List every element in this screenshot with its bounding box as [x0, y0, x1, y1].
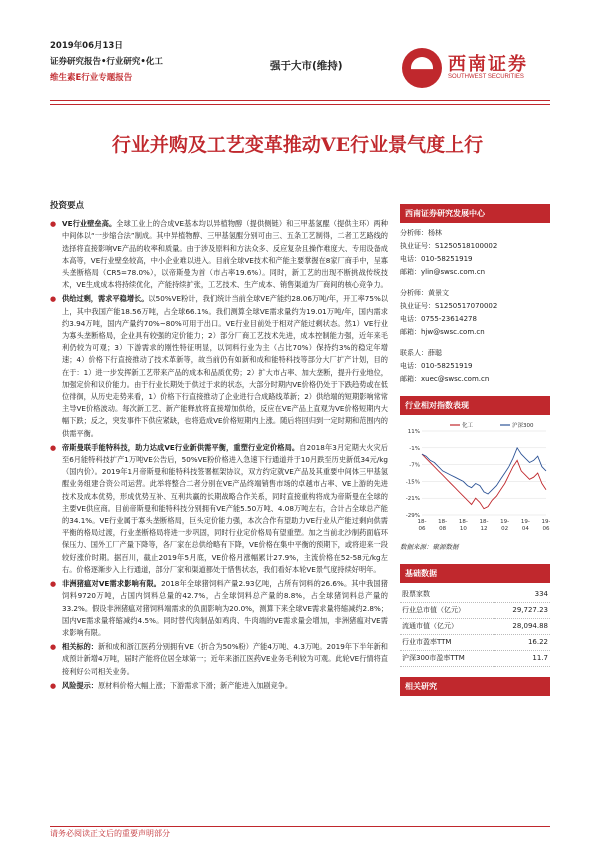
analyst-name: 联系人：薛聪 — [400, 349, 442, 357]
header-left — [50, 38, 163, 86]
bullet-text: 2018年全球猪饲料产量2.93亿吨，占所有饲料的26.6%。其中我国猪饲料9720万吨，占国内饲料总量的42.7%，占全球饲料总产量的8.8%，占全球猪饲料总产量的33.2%。假设非洲猪瘟对猪饲料端需求的负面影响为20.0%，测算下来全球VE需求量将缩减约2.8%；国内VE需求量将缩减约4.5%。同时替代肉制品如鸡肉、牛肉端的VE需求量会增加，非洲猪瘟对VE需求影响有限。 — [62, 579, 388, 637]
header-divider-thin — [50, 104, 550, 105]
basic-data-value: 334 — [494, 587, 550, 603]
basic-data-header: 基础数据 — [400, 564, 550, 583]
y-tick-label: -21% — [405, 496, 420, 503]
bullet-text: 全球工业上的合成VE基本均以异植物醇（提供侧链）和三甲基氢醌（提供主环）两种中间体以“一步缩合法”制成。其中异植物醇、三甲基氢醌分别可由三、五条工艺制得，二者工艺路线的选择将直接影响VE产品的收率和质量。由于涉及原料和方法众多、反应复杂且操作难度大、专用设备成本高等，VE行业壁垒较高，中小企业难以进入。目前全球VE技术和产能主要掌握在8家厂商手中，呈寡头垄断格局（CR5=78.0%），以帝斯曼为首（市占率19.6%）。同时，新工艺的出现不断挑战传统技术，VE生成成本将持续优化，产能持续扩张，工艺技术、生产成本、销售渠道为厂商间的核心竞争力。 — [62, 219, 388, 290]
analyst-header: 西南证券研究发展中心 — [400, 204, 550, 223]
chart-source: 数据来源：聚源数据 — [400, 543, 459, 551]
bullet-item — [50, 293, 388, 439]
basic-data-row — [400, 619, 550, 635]
report-subtype: 维生素E行业专题报告 — [50, 73, 133, 83]
basic-data-row — [400, 587, 550, 603]
y-tick-label: -1% — [409, 445, 420, 452]
basic-data-label: 股票家数 — [400, 587, 494, 603]
x-tick-label: 19- — [500, 519, 510, 525]
bullet-item — [50, 641, 388, 678]
report-date: 2019年06月13日 — [50, 41, 123, 51]
analyst-email[interactable]: 邮箱：xuec@swsc.com.cn — [400, 375, 490, 383]
rating: 强于大市(维持) — [270, 60, 343, 72]
legend-label: 化工 — [462, 423, 474, 429]
bullet-item — [50, 442, 388, 576]
legend-label: 沪深300 — [512, 423, 534, 429]
analyst-phone: 电话：010-58251919 — [400, 255, 473, 263]
related-header: 相关研究 — [400, 677, 550, 696]
logo-icon — [402, 48, 442, 88]
logo-cn: 西南证券 — [448, 54, 528, 75]
bullet-text: 以50%VE粉计，我们统计当前全球VE产能约28.06万吨/年，开工率75%以上，其中我国产能18.56万吨，占全球66.1%。我们测算全球VE需求量约为19.01万吨/年，国内需求约3.94万吨，国内产量约70%~80%可用于出口。VE行业目前处于相对产能过剩状态。然1）VE行业为寡头垄断格局，企业具有较强的定价能力；2）部分厂商工艺技术先进，成本控制能力强，近年来毛利仍较为可观；3）下游需求的刚性特征明显，以饲料行业为主（占比70%）保持约3%的稳定年增速；4）价格下行直接推动了技术革新等，故当前仍有如新和成和能特科技等部分大厂扩产计划，目的在于：1）进一步发挥新工艺带来产品的成本和品质优势；2）扩大市占率、加大垄断，提升行业地位，加强定价和议价能力。由于行业长期处于供过于求的状态，大部分时期内VE价格仍处于下跌趋势或在低位徘徊，从历史走势来看，1）价格下行直接推动了企业进行合成路线革新；2）供给端的短期影响常常主导VE价格波动。每次新工艺、新产能释放将直接增加供给，反应在VE产品上直观为VE价格短期内大幅下跌；反之，突发事件下供应紧缺，也将造成VE价格短期内上涨。随后将回归到一定时期和范围内的供需平衡。 — [62, 294, 388, 438]
bullet-lead: 帝斯曼联手能特科技，助力达成VE行业新供需平衡，重塑行业定价格局。 — [62, 442, 300, 452]
bullet-text: 原材料价格大幅上涨；下游需求下滑；新产能进入加剧竞争。 — [97, 680, 293, 690]
basic-data-row — [400, 603, 550, 619]
page-title: 行业并购及工艺变革推动VE行业景气度上行 — [111, 134, 484, 156]
x-tick-label: 18- — [458, 519, 468, 525]
basic-data-row — [400, 635, 550, 651]
sidebar — [400, 204, 550, 700]
analyst-name: 分析师：杨林 — [400, 229, 442, 237]
x-tick-label: 08 — [439, 526, 447, 532]
analyst-email[interactable]: 邮箱：hjw@swsc.com.cn — [400, 328, 485, 336]
basic-data-value: 11.7 — [494, 651, 550, 667]
x-tick-label: 18- — [438, 519, 448, 525]
bullet-item — [50, 218, 388, 291]
basic-data-value: 28,094.88 — [494, 619, 550, 635]
bullet-list — [50, 218, 388, 692]
main-content — [50, 200, 388, 694]
x-tick-label: 19- — [520, 519, 530, 525]
footer-disclaimer: 请务必阅读正文后的重要声明部分 — [50, 829, 170, 838]
basic-data-value: 16.22 — [494, 635, 550, 651]
logo-en: SOUTHWEST SECURITIES — [448, 74, 524, 80]
bullet-text: 自2018年3月定期大火灾后至6月能特科技扩产1万吨VE公告后，50%VE粉价格进入急速下行通道并于10月跌至历史新低34元/kg（国内价）。2019年1月帝斯曼和能特科技签署框架协议，双方约定就VE产品及其重要中间体三甲基氢醌业务组建合资公司运营。此举将整合二者分别在VE产品终端销售市场的卓越市占率、VE上游的先进技术及成本优势，形成优势互补、互利共赢的长期战略合作关系，同时直接重构将成为帝斯曼在全球的主要VE供应商。目前帝斯曼和能特科技分别拥有VE产能5.50万吨、4.08万吨左右，合计占全球总产能的34.1%。VE行业属于寡头垄断格局，巨头定价能力强，本次合作有望助力VE行业从产能过剩向供需平衡的格局过渡，行业垄断格局将进一步巩固，同时行业定价格局有望重塑。加之当前北沙制药面临环保压力、国外工厂产量下降等，各厂家在总供给略有下降，VE价格在集中平衡的预期下，或将迎来一段较好涨价时期。据百川，截止2019年5月底，VE价格月涨幅累计27.9%，主流价格在52-58元/kg左右。价格逐渐步入上行通道，部分厂家和渠道都处于惜售状态，我们看好本轮VE景气度持续好明年。 — [62, 442, 388, 574]
chart-header: 行业相对指数表现 — [400, 396, 550, 415]
analyst-email[interactable]: 邮箱：ylin@swsc.com.cn — [400, 268, 486, 276]
analyst-name: 分析师：黄景文 — [400, 289, 449, 297]
bullet-text: 新和成和浙江医药分别拥有VE（折合为50%粉）产能4万吨、4.3万吨。2019年下半年新和成预计新增4万吨，届时产能将位居全球第一；近年来浙江医药VE业务毛利较为可观。此轮VE行情将直接利好公司相关业务。 — [62, 642, 388, 676]
analyst-phone: 电话：0755-23614278 — [400, 315, 477, 323]
x-tick-label: 10 — [459, 526, 467, 532]
x-tick-label: 04 — [521, 526, 529, 532]
basic-data-label: 流通市值（亿元） — [400, 619, 494, 635]
x-tick-label: 06 — [418, 526, 426, 532]
bullet-lead: 非洲猪瘟对VE需求影响有限。 — [62, 579, 162, 589]
header-divider — [50, 100, 550, 101]
y-tick-label: 11% — [407, 429, 420, 435]
analyst-cert: 执业证号：S1250518100002 — [400, 242, 498, 250]
y-tick-label: -15% — [405, 479, 420, 486]
analyst-list — [400, 227, 550, 386]
series-line-hs300 — [422, 448, 546, 494]
basic-data-value: 29,727.23 — [494, 603, 550, 619]
basic-data-label: 行业总市值（亿元） — [400, 603, 494, 619]
x-tick-label: 02 — [501, 526, 509, 532]
x-tick-label: 18- — [479, 519, 489, 525]
bullet-item — [50, 578, 388, 639]
bullet-lead: 风险提示： — [62, 680, 98, 690]
bullet-lead: VE行业壁垒高。 — [62, 219, 117, 229]
analyst-cert: 执业证号：S1250517070002 — [400, 302, 498, 310]
y-tick-label: -29% — [405, 513, 420, 519]
section-heading: 投资要点 — [50, 201, 85, 211]
logo — [402, 44, 552, 92]
basic-data-label: 行业市盈率TTM — [400, 635, 494, 651]
analyst-phone: 电话：010-58251919 — [400, 362, 473, 370]
y-tick-label: -7% — [409, 462, 420, 469]
basic-data-table — [400, 587, 550, 667]
x-tick-label: 18- — [417, 519, 427, 525]
footer-divider — [50, 826, 550, 827]
bullet-lead: 相关标的： — [62, 642, 98, 652]
chart-svg — [400, 419, 550, 539]
relative-index-chart — [400, 419, 550, 539]
x-tick-label: 12 — [480, 526, 488, 532]
bullet-item — [50, 680, 388, 692]
bullet-lead: 供给过剩，需求平稳增长。 — [62, 294, 149, 304]
report-type: 证券研究报告•行业研究•化工 — [50, 57, 163, 67]
x-tick-label: 19- — [541, 519, 550, 525]
x-tick-label: 06 — [542, 526, 550, 532]
basic-data-label: 沪深300市盈率TTM — [400, 651, 494, 667]
basic-data-row — [400, 651, 550, 667]
